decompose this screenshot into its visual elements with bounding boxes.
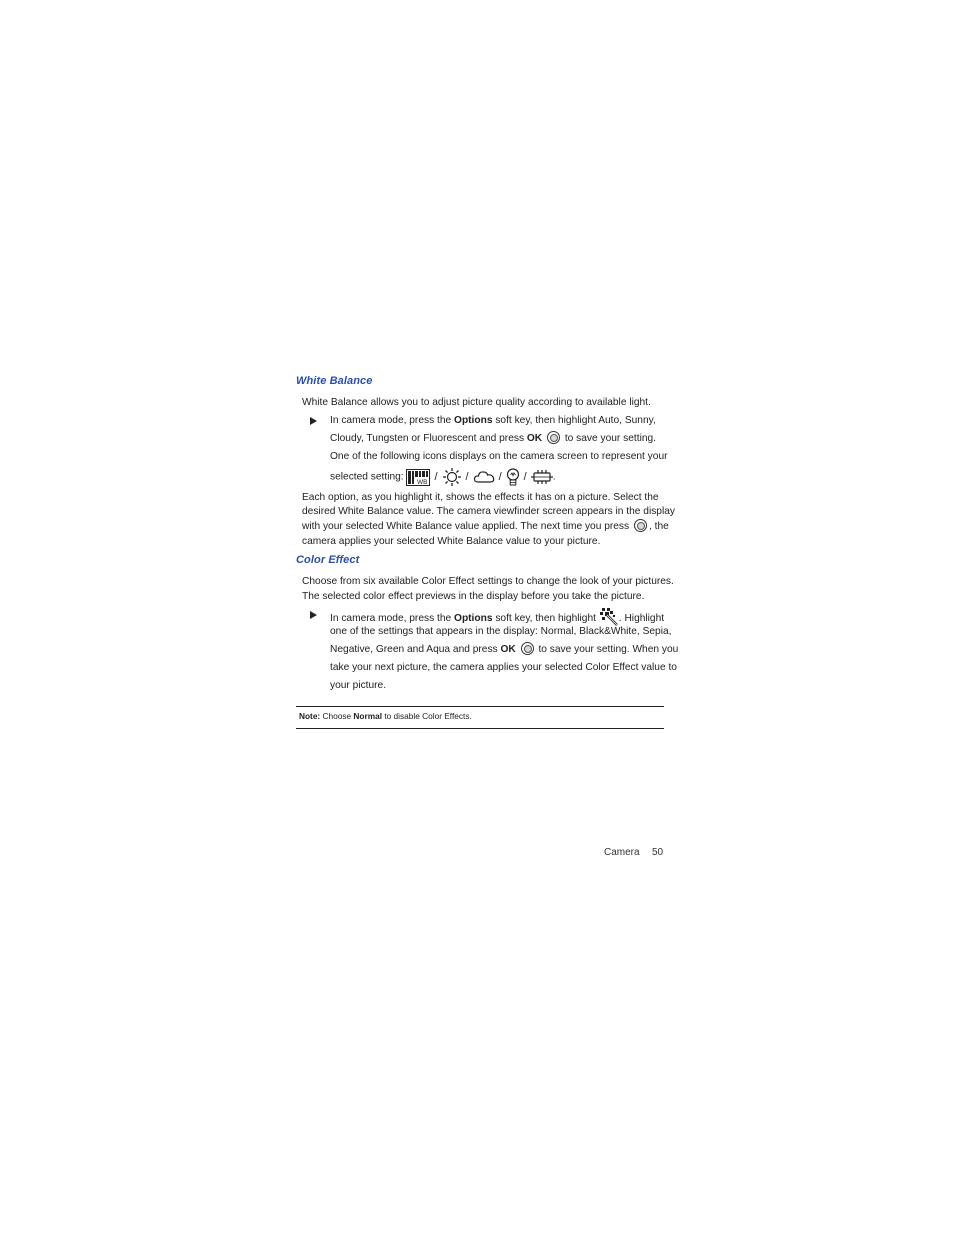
ce-intro-line2: The selected color effect previews in the display before you take the picture.	[302, 591, 645, 602]
wb-para-line3: with your selected White Balance value applied. The next time you press , the	[302, 521, 669, 532]
wb-step-line4: selected setting: WB / / / / .	[330, 467, 556, 487]
cloudy-icon	[473, 469, 495, 485]
footer-section-name: Camera	[604, 847, 640, 858]
ok-key-icon	[547, 431, 560, 444]
ce-step-line5: your picture.	[330, 680, 387, 691]
white-balance-intro: White Balance allows you to adjust picture quality according to available light.	[302, 397, 651, 408]
note-text: Note: Choose Normal to disable Color Effects.	[299, 711, 472, 721]
svg-text:WB: WB	[417, 478, 428, 486]
ce-intro-line1: Choose from six available Color Effect settings to change the look of your pictures.	[302, 576, 674, 587]
ok-key-icon	[521, 642, 534, 655]
auto-wb-icon	[406, 469, 430, 486]
white-balance-heading: White Balance	[296, 375, 373, 387]
wb-step-line2: Cloudy, Tungsten or Fluorescent and press OK to save your setting.	[330, 433, 657, 444]
color-effect-heading: Color Effect	[296, 554, 360, 566]
ok-key-icon	[634, 519, 647, 532]
fluorescent-icon	[531, 469, 553, 485]
ce-step-line4: take your next picture, the camera applies your selected Color Effect value to	[330, 662, 677, 673]
sunny-icon	[442, 467, 462, 487]
wb-para-line1: Each option, as you highlight it, shows the effects it has on a picture. Select the	[302, 492, 659, 503]
ce-step-line2: one of the settings that appears in the display: Normal, Black&White, Sepia,	[330, 626, 672, 637]
wb-para-line2: desired White Balance value. The camera viewfinder screen appears in the display	[302, 506, 675, 517]
tungsten-icon	[506, 467, 520, 487]
footer-page-number: 50	[652, 847, 664, 858]
wb-step-line3: One of the following icons displays on the camera screen to represent your	[330, 451, 668, 462]
ce-step-line3: Negative, Green and Aqua and press OK to save your setting. When you	[330, 644, 679, 655]
wb-para-line4: camera applies your selected White Balance value to your picture.	[302, 536, 601, 547]
bullet-arrow-icon	[310, 611, 317, 619]
wb-step-line1: In camera mode, press the Options soft key, then highlight Auto, Sunny,	[330, 415, 656, 426]
note-bottom-rule	[296, 728, 664, 729]
note-top-rule	[296, 706, 664, 707]
ce-step-line1: In camera mode, press the Options soft key, then highlight . Highlight	[330, 607, 664, 627]
bullet-arrow-icon	[310, 417, 317, 425]
